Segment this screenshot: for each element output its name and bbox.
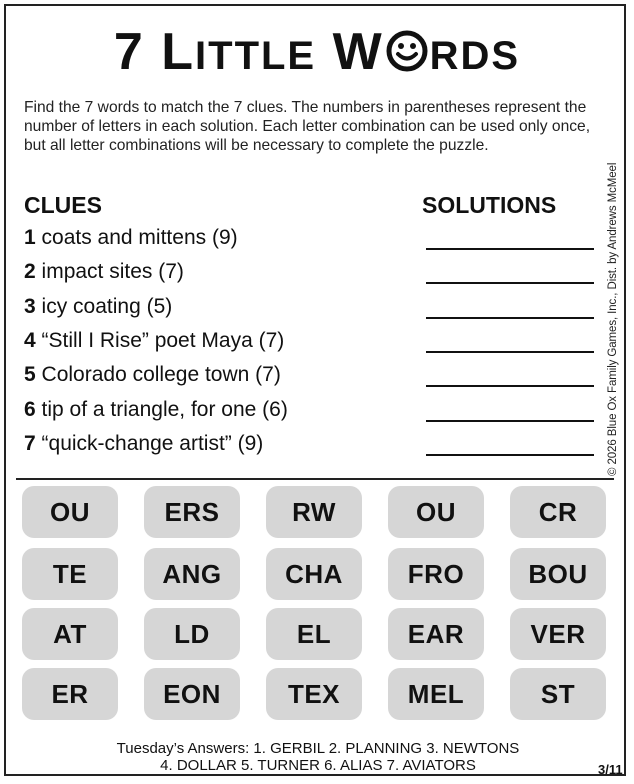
puzzle-date: 3/11 <box>598 762 623 777</box>
solution-blank-4[interactable] <box>426 351 594 353</box>
solutions-header: SOLUTIONS <box>422 192 557 218</box>
letter-tile[interactable]: EAR <box>388 608 484 660</box>
divider <box>16 478 614 480</box>
previous-answers <box>58 740 578 774</box>
clue-4 <box>24 329 284 353</box>
clue-3 <box>24 295 172 319</box>
puzzle-title: 7 LITTLE W RDS <box>113 23 521 81</box>
clue-5 <box>24 363 281 387</box>
clue-text: coats and mittens (9) <box>41 226 238 249</box>
letter-tile[interactable]: TEX <box>266 668 362 720</box>
letter-tile[interactable]: VER <box>510 608 606 660</box>
letter-tile[interactable]: CR <box>510 486 606 538</box>
clue-text: “quick-change artist” (9) <box>41 431 264 455</box>
clue-number: 7 <box>24 431 36 455</box>
answers-line-1: Tuesday’s Answers: 1. GERBIL 2. PLANNING 3. NEWTONS <box>116 740 520 757</box>
clue-text: tip of a triangle, for one (6) <box>41 397 288 421</box>
letter-tile[interactable]: ST <box>510 668 606 720</box>
solution-blank-6[interactable] <box>426 420 594 422</box>
letter-tile[interactable]: ER <box>22 668 118 720</box>
letter-tile[interactable]: ERS <box>144 486 240 538</box>
letter-tile[interactable]: RW <box>266 486 362 538</box>
letter-tile[interactable]: LD <box>144 608 240 660</box>
clue-2 <box>24 260 184 284</box>
clue-text: Colorado college town (7) <box>41 363 281 387</box>
copyright-credit: © 2026 Blue Ox Family Games, Inc., Dist. by Andrews McMeel <box>607 162 619 476</box>
instructions: Find the 7 words to match the 7 clues. The numbers in parentheses represent the number of letters in each solution. Each letter combination can be used only once, but all letter combinations will be necessary to complete the puzzle. <box>24 99 591 154</box>
clue-number: 1 <box>24 226 36 249</box>
letter-tile[interactable]: OU <box>22 486 118 538</box>
solution-blank-5[interactable] <box>426 385 594 387</box>
clue-text: icy coating (5) <box>41 294 173 318</box>
letter-tile[interactable]: AT <box>22 608 118 660</box>
clues-header: CLUES <box>24 192 102 218</box>
clue-number: 3 <box>24 294 36 318</box>
answers-line-2: 4. DOLLAR 5. TURNER 6. ALIAS 7. AVIATORS <box>160 757 476 774</box>
clue-number: 4 <box>24 328 36 352</box>
clue-text: “Still I Rise” poet Maya (7) <box>41 328 285 352</box>
smiley-icon <box>385 29 429 73</box>
letter-tile[interactable]: TE <box>22 548 118 600</box>
clue-number: 2 <box>24 260 36 284</box>
clue-text: impact sites (7) <box>41 260 184 284</box>
puzzle-frame <box>4 4 626 776</box>
clue-1 <box>24 226 238 250</box>
solution-blank-2[interactable] <box>426 282 594 284</box>
solution-blank-3[interactable] <box>426 317 594 319</box>
solution-blank-1[interactable] <box>426 248 594 250</box>
letter-tile[interactable]: EON <box>144 668 240 720</box>
letter-tile[interactable]: FRO <box>388 548 484 600</box>
letter-tile[interactable]: CHA <box>266 548 362 600</box>
clue-number: 6 <box>24 397 36 421</box>
clue-7 <box>24 432 263 456</box>
solution-blank-7[interactable] <box>426 454 594 456</box>
clue-number: 5 <box>24 363 36 387</box>
letter-tile[interactable]: EL <box>266 608 362 660</box>
letter-tile[interactable]: MEL <box>388 668 484 720</box>
letter-tile[interactable]: BOU <box>510 548 606 600</box>
letter-tile[interactable]: OU <box>388 486 484 538</box>
clue-6 <box>24 398 288 422</box>
letter-tile[interactable]: ANG <box>144 548 240 600</box>
